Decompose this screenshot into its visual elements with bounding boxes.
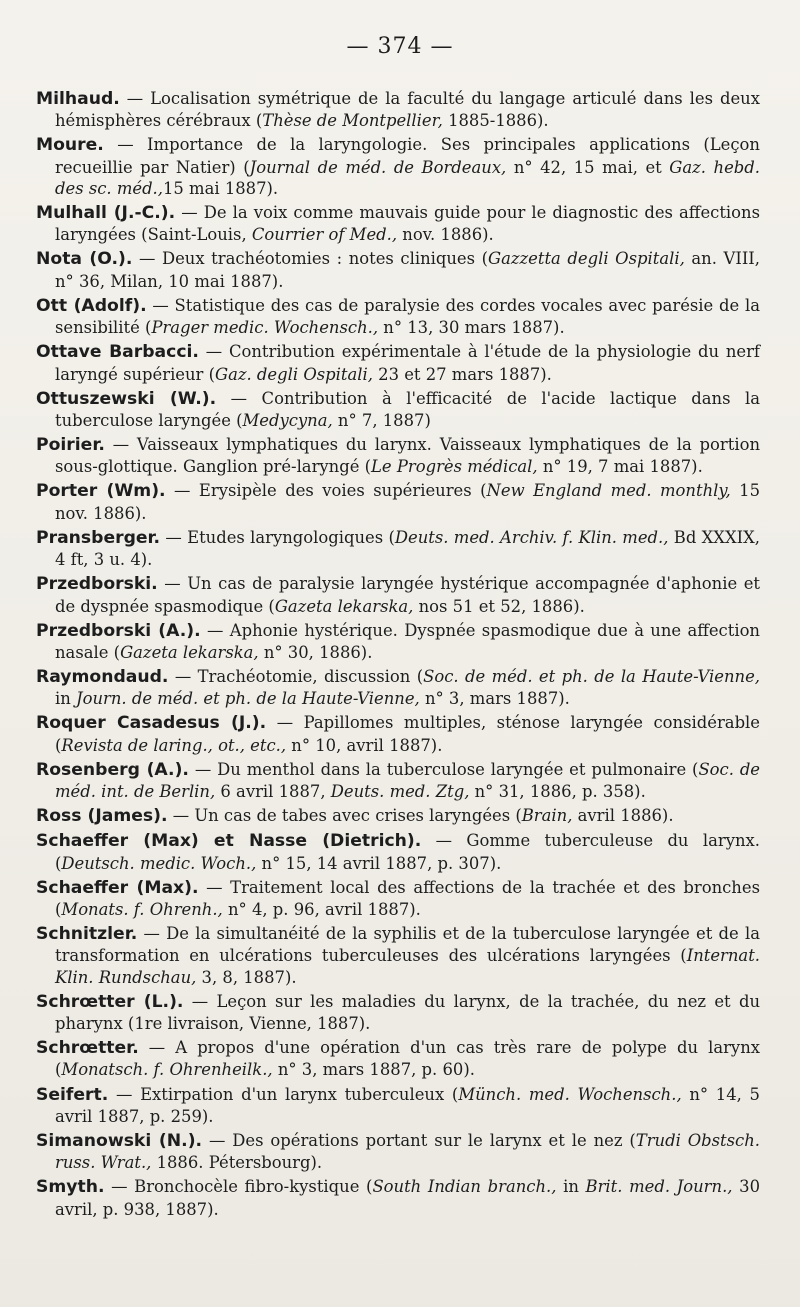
- entry-journal-title: Journal de méd. de Bordeaux,: [249, 157, 507, 177]
- entry-journal-title: Thèse de Montpellier,: [262, 111, 443, 131]
- entry-journal-title: Prager medic. Wochensch.,: [151, 318, 379, 338]
- entry-author: Nota (O.).: [36, 249, 133, 270]
- entry-text: — Leçon sur les maladies du larynx, de la trachée, du nez et du pharynx (1re livraison, Vienne, 1887).: [55, 991, 766, 1034]
- bibliography-entry: [36, 877, 766, 921]
- entry-text: n° 14, 5 avril 1887, p. 259).: [55, 1084, 766, 1126]
- entry-text: 15 mai 1887).: [162, 178, 279, 198]
- bibliography-entry: [36, 202, 766, 246]
- entry-text: — Un cas de paralysie laryngée hystérique accompagnée d'aphonie et de dyspnée spasmodique (: [55, 574, 766, 616]
- entry-text: — Vaisseaux lymphatiques du larynx. Vaisseaux lymphatiques de la portion sous-glottique. Ganglion pré-laryngé (: [55, 435, 766, 477]
- bibliography-entry: [36, 434, 766, 478]
- entry-author: Raymondaud.: [36, 666, 169, 687]
- entry-text: n° 31, 1886, p. 358).: [469, 782, 646, 802]
- entry-author: Seifert.: [36, 1084, 109, 1105]
- entry-journal-title: Soc. de méd. et ph. de la Haute-Vienne,: [423, 666, 760, 686]
- entry-author: Ottuszewski (W.).: [36, 388, 217, 409]
- bibliography-entry: [36, 759, 766, 803]
- entry-author: Schaeffer (Max).: [36, 877, 199, 898]
- entry-journal-title: Journ. de méd. et ph. de la Haute-Vienne,: [76, 689, 420, 709]
- entry-journal-title: Trudi Obstsch. russ. Wrat.,: [55, 1130, 766, 1173]
- bibliography-entry: [36, 480, 766, 524]
- entry-journal-title: Münch. med. Wochensch.,: [458, 1084, 682, 1104]
- entry-text: n° 15, 14 avril 1887, p. 307).: [256, 853, 502, 873]
- entry-author: Przedborski (A.).: [36, 620, 201, 641]
- entry-text: — Un cas de tabes avec crises laryngées (: [167, 806, 522, 826]
- entry-author: Schrœtter (L.).: [36, 991, 184, 1012]
- entry-author: Schrœtter.: [36, 1038, 139, 1059]
- entry-author: Porter (Wm).: [36, 481, 166, 502]
- entry-author: Smyth.: [36, 1177, 105, 1198]
- entry-text: 30 avril, p. 938, 1887).: [55, 1177, 766, 1219]
- entry-text: an. VIII, n° 36, Milan, 10 mai 1887).: [55, 249, 766, 291]
- entry-journal-title: Courrier of Med.,: [251, 225, 398, 245]
- entry-journal-title: Revista de laring., ot., etc.,: [61, 735, 287, 755]
- bibliography-list: [36, 88, 766, 1223]
- entry-text: — Gomme tuberculeuse du larynx. (: [55, 831, 766, 873]
- bibliography-entry: [36, 573, 766, 617]
- bibliography-entry: [36, 830, 766, 874]
- entry-journal-title: Gaz. hebd. des sc. méd.,: [55, 157, 766, 198]
- entry-text: 23 et 27 mars 1887).: [372, 364, 552, 384]
- entry-text: — Statistique des cas de paralysie des cordes vocales avec parésie de la sensibilité (: [55, 295, 766, 338]
- entry-journal-title: Brain,: [521, 806, 573, 826]
- entry-journal-title: New England med. monthly,: [486, 481, 731, 501]
- entry-author: Moure.: [36, 135, 104, 156]
- entry-text: Bd XXXIX, 4 ft, 3 u. 4).: [55, 527, 766, 570]
- bibliography-entry: [36, 620, 766, 664]
- entry-text: — Erysipèle des voies supérieures (: [165, 481, 487, 501]
- entry-author: Roquer Casadesus (J.).: [36, 713, 267, 734]
- entry-text: — Aphonie hystérique. Dyspnée spasmodique due à une affection nasale (: [55, 620, 766, 662]
- bibliography-entry: [36, 1037, 766, 1081]
- entry-text: n° 19, 7 mai 1887).: [537, 457, 703, 477]
- entry-text: 1885-1886).: [442, 111, 549, 131]
- bibliography-entry: [36, 991, 766, 1035]
- entry-text: — Extirpation d'un larynx tuberculeux (: [108, 1084, 459, 1104]
- entry-text: n° 10, avril 1887).: [286, 735, 443, 755]
- entry-author: Ott (Adolf).: [36, 295, 147, 316]
- entry-author: Milhaud.: [36, 89, 120, 109]
- bibliography-entry: [36, 248, 766, 292]
- entry-text: — A propos d'une opération d'un cas très rare de polype du larynx (: [55, 1038, 766, 1080]
- entry-text: — Traitement local des affections de la trachée et des bronches (: [55, 877, 766, 919]
- bibliography-entry: [36, 295, 766, 339]
- entry-text: 6 avril 1887,: [215, 782, 331, 802]
- entry-text: n° 7, 1887): [332, 410, 431, 430]
- bibliography-entry: [36, 1176, 766, 1220]
- entry-author: Schaeffer (Max) et Nasse (Dietrich).: [36, 831, 422, 852]
- entry-text: — Papillomes multiples, sténose laryngée considérable (: [55, 713, 766, 755]
- entry-text: — Trachéotomie, discussion (: [168, 666, 424, 686]
- bibliography-entry: [36, 666, 766, 710]
- entry-journal-title: Gazeta lekarska,: [274, 596, 414, 616]
- entry-text: — Contribution à l'efficacité de l'acide lactique dans la tuberculose laryngée (: [55, 388, 766, 430]
- entry-text: — Deux trachéotomies : notes cliniques (: [132, 249, 489, 269]
- entry-text: n° 4, p. 96, avril 1887).: [222, 899, 421, 919]
- entry-journal-title: Soc. de méd. int. de Berlin,: [55, 759, 766, 802]
- bibliography-entry: [36, 1084, 766, 1128]
- bibliography-entry: [36, 527, 766, 571]
- entry-author: Rosenberg (A.).: [36, 759, 189, 780]
- bibliography-entry: [36, 134, 766, 199]
- entry-text: in: [556, 1177, 586, 1197]
- entry-text: — Du menthol dans la tuberculose laryngée et pulmonaire (: [188, 759, 699, 779]
- entry-journal-title: Brit. med. Journ.,: [585, 1177, 733, 1197]
- entry-journal-title: South Indian branch.,: [372, 1177, 557, 1197]
- bibliography-entry: [36, 88, 766, 132]
- entry-journal-title: Deutsch. medic. Woch.,: [61, 853, 257, 873]
- entry-text: 3, 8, 1887).: [196, 967, 297, 987]
- entry-author: Poirier.: [36, 435, 105, 456]
- entry-journal-title: Deuts. med. Archiv. f. Klin. med.,: [394, 527, 669, 547]
- entry-author: Simanowski (N.).: [36, 1130, 203, 1151]
- entry-journal-title: Monats. f. Ohrenh.,: [61, 899, 223, 919]
- bibliography-entry: [36, 805, 760, 827]
- entry-author: Ross (James).: [36, 806, 168, 827]
- bibliography-entry: [36, 388, 766, 432]
- entry-text: avril 1886).: [572, 806, 674, 826]
- entry-journal-title: Medycyna,: [242, 410, 333, 430]
- entry-text: nos 51 et 52, 1886).: [413, 596, 585, 616]
- entry-text: in: [55, 666, 766, 709]
- bibliography-entry: [36, 923, 766, 988]
- entry-journal-title: Deuts. med. Ztg,: [330, 782, 470, 802]
- entry-journal-title: Monatsch. f. Ohrenheilk.,: [61, 1060, 273, 1080]
- entry-author: Mulhall (J.-C.).: [36, 203, 176, 224]
- entry-author: Schnitzler.: [36, 924, 138, 945]
- entry-text: nov. 1886).: [397, 225, 494, 245]
- entry-text: — Localisation symétrique de la faculté du langage articulé dans les deux hémisphères cérébraux (: [55, 89, 766, 131]
- entry-author: Ottave Barbacci.: [36, 342, 199, 363]
- entry-journal-title: Gazzetta degli Ospitali,: [488, 249, 685, 269]
- entry-journal-title: Gaz. degli Ospitali,: [215, 364, 373, 384]
- entry-text: — Des opérations portant sur le larynx et le nez (: [202, 1130, 636, 1150]
- entry-text: n° 30, 1886).: [258, 642, 373, 662]
- entry-text: n° 13, 30 mars 1887).: [378, 318, 565, 338]
- entry-text: — Importance de la laryngologie. Ses principales applications (Leçon recueillie par Natier) (: [55, 135, 766, 177]
- entry-journal-title: Gazeta lekarska,: [120, 642, 259, 662]
- bibliography-entry: [36, 1130, 766, 1174]
- entry-text: n° 42, 15 mai, et: [506, 157, 670, 177]
- entry-author: Pransberger.: [36, 527, 161, 548]
- bibliography-entry: [36, 341, 766, 385]
- entry-journal-title: Le Progrès médical,: [371, 457, 538, 477]
- entry-text: 1886. Pétersbourg).: [151, 1153, 323, 1173]
- entry-journal-title: Internat. Klin. Rundschau,: [55, 946, 766, 987]
- page-number: — 374 —: [346, 34, 454, 59]
- entry-text: 15 nov. 1886).: [55, 481, 766, 523]
- entry-text: — Contribution expérimentale à l'étude de la physiologie du nerf laryngé supérieur (: [55, 342, 766, 384]
- entry-text: — Etudes laryngologiques (: [160, 527, 395, 547]
- entry-text: — De la voix comme mauvais guide pour le diagnostic des affections laryngées (Saint-Louis,: [55, 203, 766, 245]
- bibliography-entry: [36, 712, 766, 756]
- entry-author: Przedborski.: [36, 574, 158, 595]
- entry-text: n° 3, mars 1887, p. 60).: [272, 1060, 475, 1080]
- entry-text: — De la simultanéité de la syphilis et de la tuberculose laryngée et de la transformation en ulcérations tuberculeuses des ulcérations laryngées (: [55, 924, 766, 966]
- entry-text: n° 3, mars 1887).: [419, 689, 570, 709]
- entry-text: — Bronchocèle fibro-kystique (: [104, 1177, 373, 1197]
